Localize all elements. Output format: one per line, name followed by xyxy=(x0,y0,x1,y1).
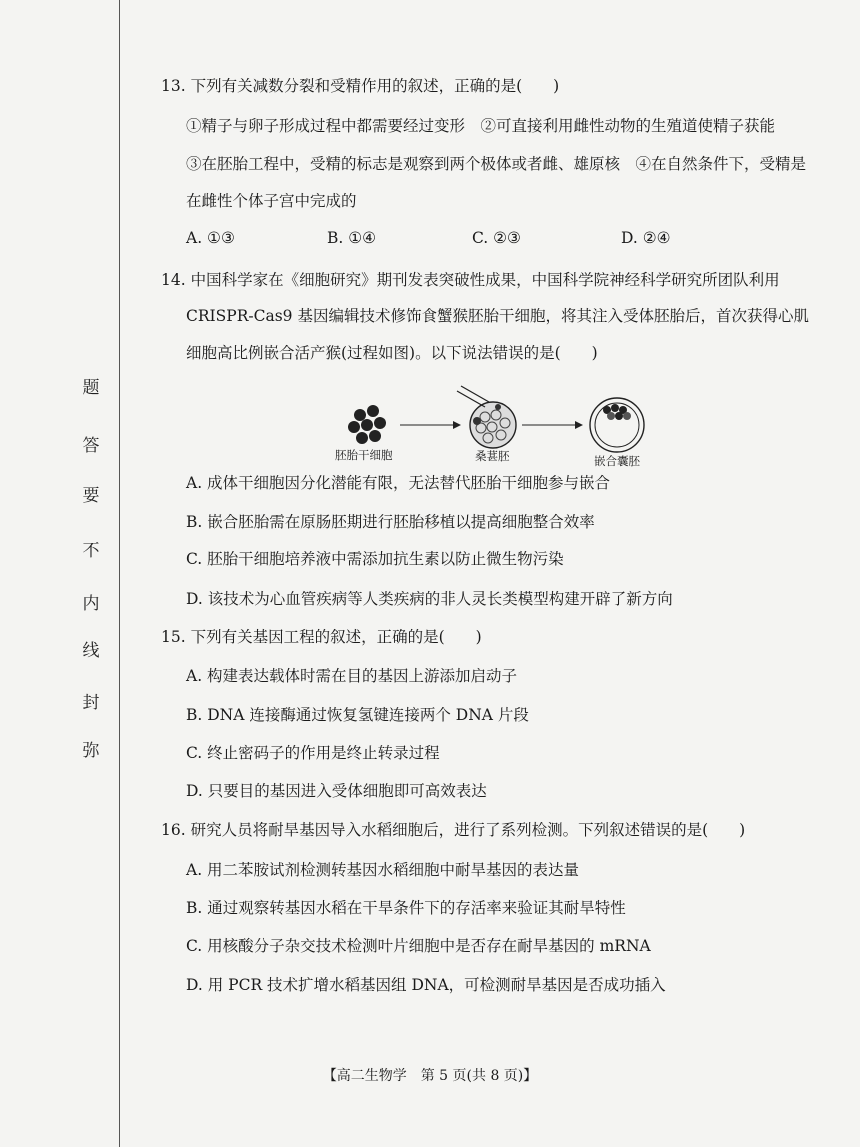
page-footer: 【高二生物学 第 5 页(共 8 页)】 xyxy=(322,1068,538,1084)
q15-option-c: C. 终止密码子的作用是终止转录过程 xyxy=(186,744,440,762)
q14-option-a: A. 成体干细胞因分化潜能有限，无法替代胚胎干细胞参与嵌合 xyxy=(186,474,611,492)
q15-stem: 15. 下列有关基因工程的叙述，正确的是( ) xyxy=(161,628,482,646)
margin-char: 弥 xyxy=(82,741,100,761)
label-blastocyst: 嵌合囊胚 xyxy=(594,454,640,468)
q13-option-b: B. ①④ xyxy=(327,229,377,247)
margin-char: 封 xyxy=(82,693,100,713)
margin-char: 线 xyxy=(82,641,100,661)
margin-char: 答 xyxy=(82,436,100,456)
label-stem-cells: 胚胎干细胞 xyxy=(335,448,393,462)
margin-char: 内 xyxy=(82,594,100,614)
q15-option-b: B. DNA 连接酶通过恢复氢键连接两个 DNA 片段 xyxy=(186,706,529,724)
q15-option-a: A. 构建表达载体时需在目的基因上游添加启动子 xyxy=(186,667,518,685)
q16-option-d: D. 用 PCR 技术扩增水稻基因组 DNA，可检测耐旱基因是否成功插入 xyxy=(186,976,666,994)
margin-char: 题 xyxy=(82,378,100,398)
q14-line2: CRISPR-Cas9 基因编辑技术修饰食蟹猴胚胎干细胞，将其注入受体胚胎后，首次获得心肌 xyxy=(186,307,809,325)
q16-stem: 16. 研究人员将耐旱基因导入水稻细胞后，进行了系列检测。下列叙述错误的是( ) xyxy=(161,821,746,839)
q13-line1: ①精子与卵子形成过程中都需要经过变形 ②可直接利用雌性动物的生殖道使精子获能 xyxy=(186,117,776,135)
morula-graphic xyxy=(457,386,516,448)
q13-line3: 在雌性个体子宫中完成的 xyxy=(186,192,357,210)
q13-line2: ③在胚胎工程中，受精的标志是观察到两个极体或者雌、雄原核 ④在自然条件下，受精是 xyxy=(186,155,807,173)
q16-option-c: C. 用核酸分子杂交技术检测叶片细胞中是否存在耐旱基因的 mRNA xyxy=(186,937,651,955)
q13-stem: 13. 下列有关减数分裂和受精作用的叙述，正确的是( ) xyxy=(161,77,560,95)
q14-line1: 14. 中国科学家在《细胞研究》期刊发表突破性成果，中国科学院神经科学研究所团队利用 xyxy=(161,271,780,289)
q13-option-d: D. ②④ xyxy=(621,229,671,247)
chimeric-blastocyst-graphic xyxy=(590,398,644,452)
q15-option-d: D. 只要目的基因进入受体细胞即可高效表达 xyxy=(186,782,487,800)
q14-option-d: D. 该技术为心血管疾病等人类疾病的非人灵长类模型构建开辟了新方向 xyxy=(186,590,673,608)
injection-needle xyxy=(457,391,485,407)
binding-line xyxy=(119,0,120,1147)
label-morula: 桑葚胚 xyxy=(475,449,510,463)
q14-option-b: B. 嵌合胚胎需在原肠胚期进行胚胎移植以提高细胞整合效率 xyxy=(186,513,595,531)
q14-option-c: C. 胚胎干细胞培养液中需添加抗生素以防止微生物污染 xyxy=(186,550,564,568)
q13-options xyxy=(186,229,746,251)
q13-option-c: C. ②③ xyxy=(472,229,521,247)
q14-line3: 细胞高比例嵌合活产猴(过程如图)。以下说法错误的是( ) xyxy=(186,344,598,362)
q16-option-a: A. 用二苯胺试剂检测转基因水稻细胞中耐旱基因的表达量 xyxy=(186,861,580,879)
q16-option-b: B. 通过观察转基因水稻在干旱条件下的存活率来验证其耐旱特性 xyxy=(186,899,626,917)
embryo-process-figure xyxy=(330,385,660,470)
margin-char: 要 xyxy=(82,486,100,506)
embryonic-stem-cells-graphic xyxy=(348,405,386,444)
margin-char: 不 xyxy=(82,541,100,561)
q13-option-a: A. ①③ xyxy=(186,229,235,247)
